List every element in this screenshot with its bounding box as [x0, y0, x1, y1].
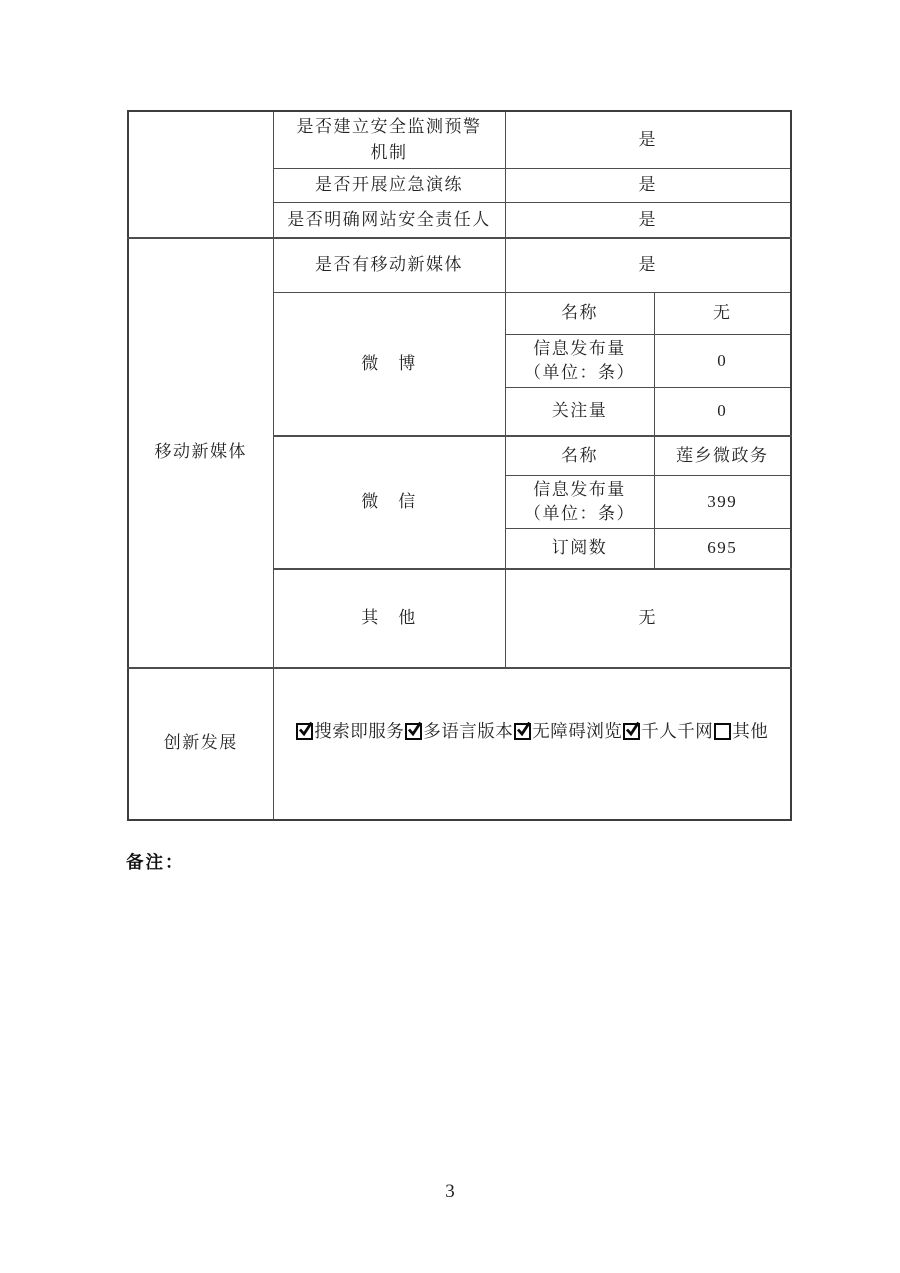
innovation-option-label: 无障碍浏览: [532, 720, 623, 741]
checkbox-unchecked-icon: [714, 723, 731, 740]
innovation-option-label: 搜索即服务: [314, 720, 405, 741]
cell-section-mobile-media: 移动新媒体: [128, 238, 273, 668]
cell-innovation-options: [273, 668, 791, 820]
cell-weibo-posts-label: [505, 335, 654, 388]
page-number: 3: [445, 1181, 455, 1202]
cell-weibo-followers-value: 0: [654, 388, 791, 436]
checkbox-checked-icon: [623, 723, 640, 740]
cell-section-innovation: 创新发展: [128, 668, 273, 820]
innovation-option-label: 千人千网: [641, 720, 714, 741]
remarks-label: 备注：: [126, 852, 185, 872]
innovation-options-line: [278, 718, 787, 745]
cell-section-continued-empty: [128, 111, 273, 238]
table-row: [128, 238, 791, 293]
cell-other-media-label: 其 他: [273, 569, 505, 668]
cell-has-mobile-label: 是否有移动新媒体: [273, 238, 505, 293]
cell-wechat-name-label: 名称: [505, 436, 654, 476]
weibo-posts-label-line2: （单位：条）: [524, 363, 635, 382]
table-row: [128, 111, 791, 169]
cell-weibo-name-label: 名称: [505, 293, 654, 335]
cell-security-warning-value: 是: [505, 111, 791, 169]
cell-security-officer-value: 是: [505, 203, 791, 238]
cell-weibo-name-value: 无: [654, 293, 791, 335]
cell-wechat-posts-label: [505, 476, 654, 529]
cell-other-media-value: 无: [505, 569, 791, 668]
cell-wechat-name-value: 莲乡微政务: [654, 436, 791, 476]
cell-wechat-group: 微 信: [273, 436, 505, 569]
report-table: [127, 110, 792, 821]
innovation-option-label: 其他: [732, 720, 769, 741]
wechat-posts-label-line1: 信息发布量: [533, 480, 626, 499]
table-row: [128, 668, 791, 820]
cell-wechat-subscribers-label: 订阅数: [505, 529, 654, 569]
checkbox-checked-icon: [514, 723, 531, 740]
cell-weibo-followers-label: 关注量: [505, 388, 654, 436]
innovation-option-label: 多语言版本: [423, 720, 514, 741]
security-warning-label: 是否建立安全监测预警机制: [296, 117, 482, 162]
wechat-posts-label-line2: （单位：条）: [524, 504, 635, 523]
cell-emergency-drill-label: 是否开展应急演练: [273, 169, 505, 203]
cell-wechat-posts-value: 399: [654, 476, 791, 529]
cell-security-officer-label: 是否明确网站安全责任人: [273, 203, 505, 238]
cell-weibo-posts-value: 0: [654, 335, 791, 388]
cell-wechat-subscribers-value: 695: [654, 529, 791, 569]
checkbox-checked-icon: [405, 723, 422, 740]
cell-emergency-drill-value: 是: [505, 169, 791, 203]
cell-security-warning-label: [273, 111, 505, 169]
cell-has-mobile-value: 是: [505, 238, 791, 293]
checkbox-checked-icon: [296, 723, 313, 740]
cell-weibo-group: 微 博: [273, 293, 505, 436]
weibo-posts-label-line1: 信息发布量: [533, 339, 626, 358]
